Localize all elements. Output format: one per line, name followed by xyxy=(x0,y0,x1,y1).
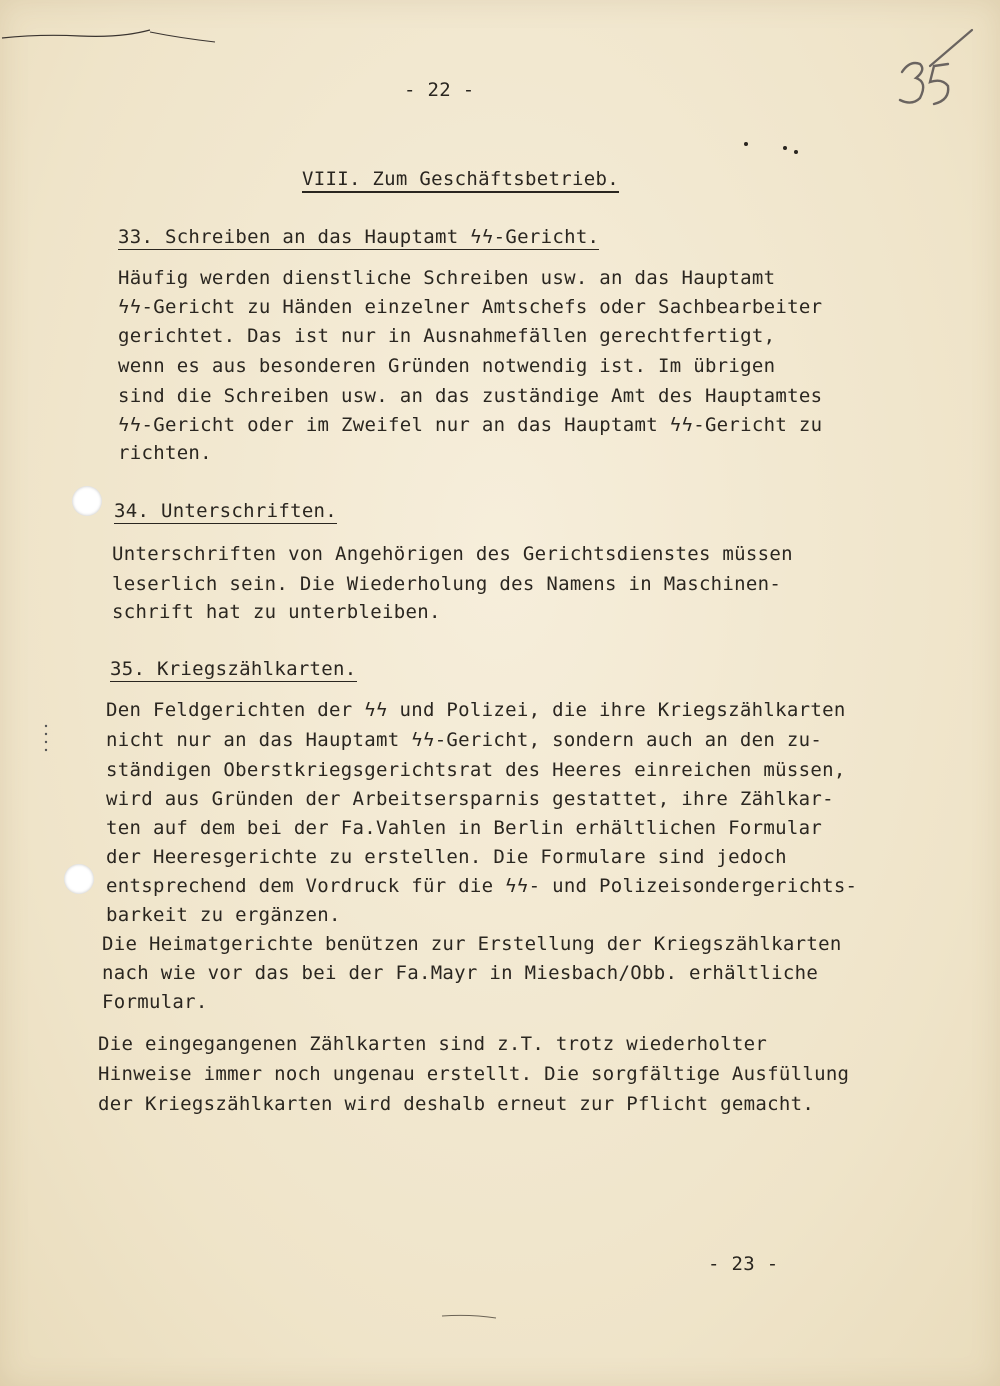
archive-number-handwritten xyxy=(890,20,980,110)
para-33-line-6: ϟϟ-Gericht oder im Zweifel nur an das Hauptamt ϟϟ-Gericht zu xyxy=(118,414,823,436)
para-33-line-5: sind die Schreiben usw. an das zuständige Amt des Hauptamtes xyxy=(118,385,823,407)
punch-hole-bottom xyxy=(64,864,94,894)
para-34-line-2: leserlich sein. Die Wiederholung des Namens in Maschinen- xyxy=(112,573,782,595)
para-35b-line-1: Die eingegangenen Zählkarten sind z.T. trotz wiederholter xyxy=(98,1033,768,1055)
para-35-line-7: entsprechend dem Vordruck für die ϟϟ- und Polizeisondergerichts- xyxy=(106,875,858,897)
para-34-line-1: Unterschriften von Angehörigen des Gerichtsdienstes müssen xyxy=(112,543,793,565)
para-35-line-8: barkeit zu ergänzen. xyxy=(106,904,341,926)
para-33-line-4: wenn es aus besonderen Gründen notwendig ist. Im übrigen xyxy=(118,355,776,377)
para-33-line-7: richten. xyxy=(118,442,212,464)
heading-34: 34. Unterschriften. xyxy=(114,500,338,522)
top-left-ink-marks xyxy=(0,20,240,50)
para-34-line-3: schrift hat zu unterbleiben. xyxy=(112,601,441,623)
page-number-bottom: - 23 - xyxy=(708,1253,779,1275)
para-35b-line-3: der Kriegszählkarten wird deshalb erneut zur Pflicht gemacht. xyxy=(98,1093,815,1115)
heading-33: 33. Schreiben an das Hauptamt ϟϟ-Gericht. xyxy=(118,226,600,248)
para-35-line-4: wird aus Gründen der Arbeitsersparnis gestattet, ihre Zählkar- xyxy=(106,788,834,810)
para-35-line-1: Den Feldgerichten der ϟϟ und Polizei, die ihre Kriegszählkarten xyxy=(106,699,846,721)
para-35-line-2: nicht nur an das Hauptamt ϟϟ-Gericht, sondern auch an den zu- xyxy=(106,729,823,751)
para-35-line-9: Die Heimatgerichte benützen zur Erstellung der Kriegszählkarten xyxy=(102,933,842,955)
punch-hole-top xyxy=(72,486,102,516)
para-33-line-1: Häufig werden dienstliche Schreiben usw. an das Hauptamt xyxy=(118,267,776,289)
para-35-line-10: nach wie vor das bei der Fa.Mayr in Miesbach/Obb. erhältliche xyxy=(102,962,819,984)
heading-35: 35. Kriegszählkarten. xyxy=(110,658,357,680)
page-number-top: - 22 - xyxy=(404,79,475,101)
ink-dots xyxy=(740,138,810,158)
section-title: VIII. Zum Geschäftsbetrieb. xyxy=(302,168,619,193)
para-35-line-11: Formular. xyxy=(102,991,208,1013)
para-33-line-2: ϟϟ-Gericht zu Händen einzelner Amtschefs oder Sachbearbeiter xyxy=(118,296,823,318)
bottom-ink-mark xyxy=(440,1312,500,1322)
para-35-line-6: der Heeresgerichte zu erstellen. Die Formulare sind jedoch xyxy=(106,846,787,868)
margin-dots xyxy=(42,722,52,756)
para-35b-line-2: Hinweise immer noch ungenau erstellt. Die sorgfältige Ausfüllung xyxy=(98,1063,850,1085)
para-33-line-3: gerichtet. Das ist nur in Ausnahmefällen gerechtfertigt, xyxy=(118,325,776,347)
para-35-line-5: ten auf dem bei der Fa.Vahlen in Berlin erhältlichen Formular xyxy=(106,817,823,839)
para-35-line-3: ständigen Oberstkriegsgerichtsrat des Heeres einreichen müssen, xyxy=(106,759,846,781)
